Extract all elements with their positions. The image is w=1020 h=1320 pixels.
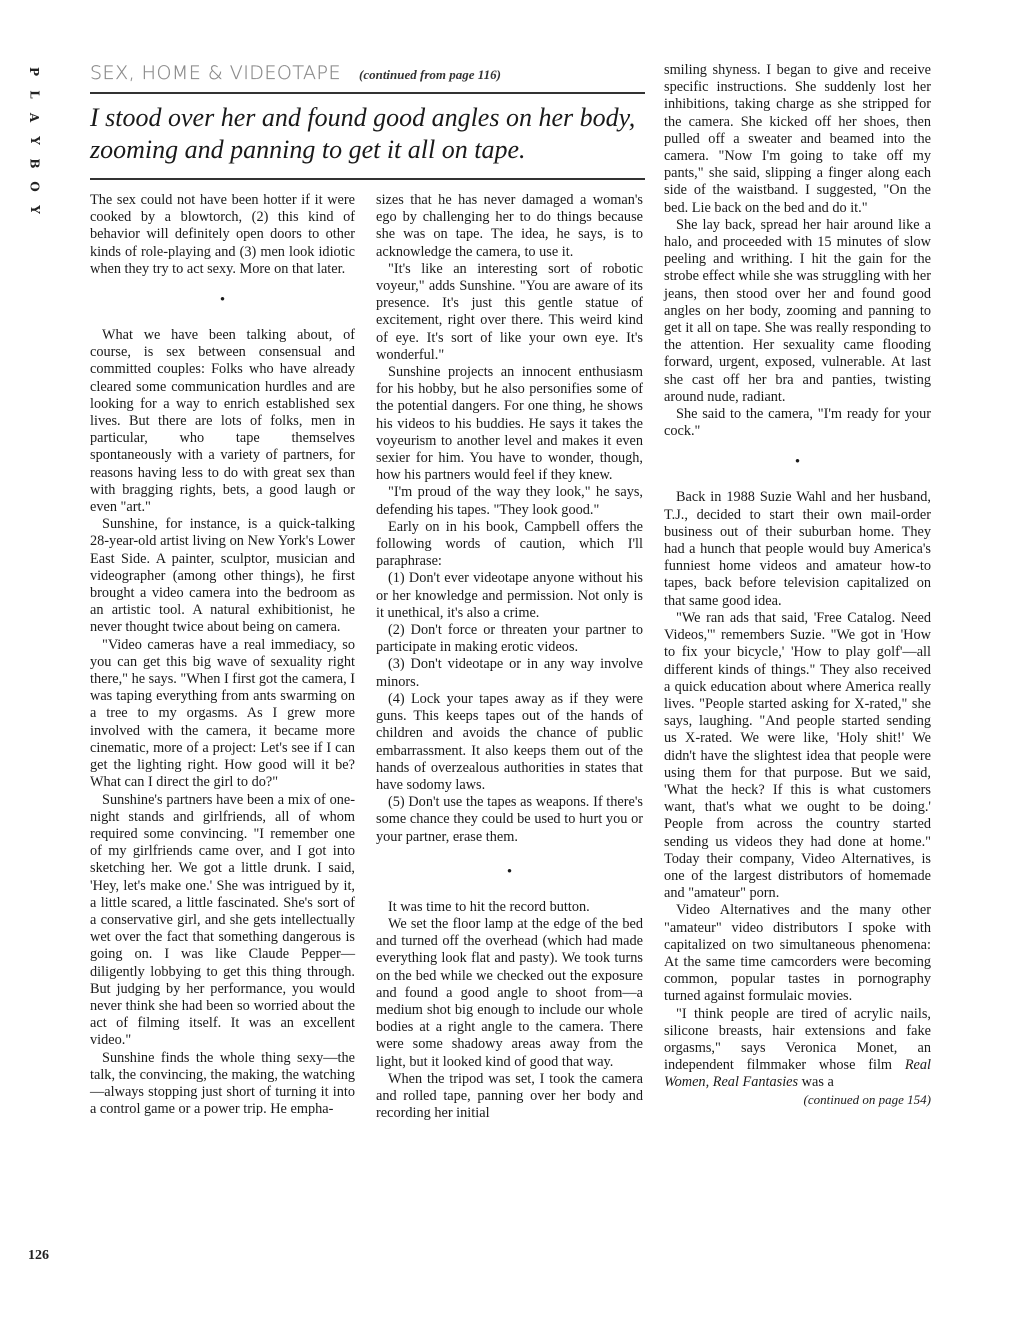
page-number: 126 bbox=[28, 1248, 49, 1263]
section-break-bullet: • bbox=[506, 863, 513, 880]
magazine-side-label bbox=[24, 60, 44, 221]
pull-quote-rule bbox=[90, 178, 645, 180]
paragraph: sizes that he has never damaged a woman's ego by challenging her to do things because she was on tape. The idea, he says, is to acknowledge the camera, to use it. bbox=[376, 192, 643, 260]
article-column-2 bbox=[376, 192, 643, 1122]
paragraph: Sunshine finds the whole thing sexy—the talk, the convincing, the making, the watching—always stopping just short of turning it into a control game or a power trip. He empha- bbox=[90, 1049, 355, 1118]
paragraph: Sunshine projects an innocent enthusiasm for his hobby, but he also personifies some of the potential dangers. For one thing, he shows his videos to his buddies. He says it takes the voyeurism to another level and makes it even sexier for him. You have to wonder, though, how his partners would feel if they knew. bbox=[376, 364, 643, 484]
paragraph: She said to the camera, "I'm ready for your cock." bbox=[664, 406, 931, 440]
side-letter: Y bbox=[27, 205, 42, 214]
paragraph-text: "I think people are tired of acrylic nails, silicone breasts, hair extensions and fake orgasms," says Veronica Monet, an independent filmmaker whose film bbox=[664, 1005, 931, 1074]
paragraph: (3) Don't videotape or in any way involve minors. bbox=[376, 656, 643, 690]
paragraph: We set the floor lamp at the edge of the bed and turned off the overhead (which had made everything look flat and pasty). We took turns on the bed while we checked out the exposure and found a good angle to shoot from—a medium shot big enough to include our whole bodies at a right angle to the camera. There were some shadowy areas away from the light, but it looked kind of good that way. bbox=[376, 915, 643, 1070]
paragraph: "I'm proud of the way they look," he says, defending his tapes. "They look good." bbox=[376, 484, 643, 518]
paragraph: "We ran ads that said, 'Free Catalog. Need Videos,'" remembers Suzie. "We got in 'How to fix your bicycle,' 'How to play golf'—all different kinds of things." They also received a quick education about where America really lives. "People started asking for X-rated," she says, laughing. "And people started sending us X-rated. We were like, 'Holy shit!' We didn't have the slightest idea that people were using them for that purpose. But we said, 'What the heck? If this is what customers want, that's what we ought to be doing.' People from across the country started sending us videos they had done at home." Today their company, Video Alternatives, is one of the largest distributors of homemade and "amateur" porn. bbox=[664, 609, 931, 902]
paragraph: She lay back, spread her hair around like a halo, and proceeded with 15 minutes of slow peeling and writhing. I hit the gain for the strobe effect while she was struggling with her jeans, then stood over her and found good angles on her body, zooming and panning to get it all on tape. She was really responding to the attention. Her sexuality came flooding forward, urgent, exposed, vulnerable. At last she cast off her bra and panties, twisting around nude, radiant. bbox=[664, 216, 931, 405]
continued-from-note: (continued from page 116) bbox=[358, 67, 501, 82]
paragraph-tail: was a bbox=[798, 1074, 834, 1091]
side-letter: B bbox=[27, 158, 42, 169]
paragraph-final bbox=[664, 1006, 931, 1092]
article-column-3 bbox=[664, 62, 931, 1108]
paragraph: Back in 1988 Suzie Wahl and her husband, T.J., decided to start their own mail-order business out of their suburban home. They had a hunch that people would buy America's funniest home videos and amateur how-to tapes, back before television capitalized on that same good idea. bbox=[664, 489, 931, 609]
paragraph: When the tripod was set, I took the camera and rolled tape, panning over her body and recording her initial bbox=[376, 1070, 643, 1122]
paragraph: (4) Lock your tapes away as if they were guns. This keeps tapes out of the hands of children and avoids the chance of public embarrassment. It also keeps them out of the hands of overzealous authorities in states that have sodomy laws. bbox=[376, 690, 643, 793]
pull-quote: I stood over her and found good angles on her body, zooming and panning to get it all on tape. bbox=[90, 103, 636, 164]
paragraph: (2) Don't force or threaten your partner to participate in making erotic videos. bbox=[376, 622, 643, 656]
side-letter: P bbox=[27, 66, 42, 77]
paragraph: (1) Don't ever videotape anyone without his or her knowledge and permission. Not only is it unethical, it's also a crime. bbox=[376, 570, 643, 621]
paragraph: (5) Don't use the tapes as weapons. If there's some chance they could be used to hurt you or your partner, erase them. bbox=[376, 794, 643, 845]
continued-on-note: (continued on page 154) bbox=[803, 1091, 931, 1107]
section-break-bullet: • bbox=[219, 292, 226, 309]
section-title: SEX, HOME & VIDEOTAPE bbox=[90, 62, 341, 84]
side-letter: L bbox=[27, 90, 42, 99]
article-header bbox=[90, 62, 645, 84]
paragraph: Sunshine, for instance, is a quick-talking 28-year-old artist living on New York's Lower East Side. A painter, sculptor, musician and videographer (among other things), he first brought a video camera into the bedroom as an artistic tool. A natural exhibitionist, he never thought twice about being on camera. bbox=[90, 516, 355, 636]
paragraph: It was time to hit the record button. bbox=[388, 898, 590, 915]
paragraph: The sex could not have been hotter if it were cooked by a blowtorch, (2) this kind of behavior will definitely open doors to other kinds of role-playing and (3) men look idiotic when they try to act sexy. More on that later. bbox=[90, 192, 355, 277]
article-column-1 bbox=[90, 192, 355, 1118]
paragraph: Video Alternatives and the many other "amateur" video distributors I spoke with capitalized on two simultaneous phenomena: At the same time camcorders were becoming common, popular tastes in pornography turned against formulaic movies. bbox=[664, 902, 931, 1005]
paragraph: What we have been talking about, of course, is sex between consensual and committed couples: Folks who have already cleared some communication hurdles and are looking for a way to enrich established sex lives. But there are lots of folks, men in particular, who tape themselves spontaneously with a variety of partners, for reasons having less to do with great sex than with bragging rights, bets, a good laugh or even "art." bbox=[90, 327, 355, 516]
side-letter: A bbox=[27, 112, 42, 123]
paragraph: Early on in his book, Campbell offers the following words of caution, which I'll paraphrase: bbox=[376, 518, 643, 570]
side-letter: O bbox=[27, 181, 42, 192]
section-break-bullet: • bbox=[794, 454, 801, 471]
paragraph: "Video cameras have a real immediacy, so you can get this big wave of sexuality right there," he says. "When I first got the camera, I was taping everything from ants swarming on a tree to my orgasms. As I grew more involved with the camera, it became more cinematic, more of a project: Let's see if I can get the lighting right. How good will it be? What can I direct the girl to do?" bbox=[90, 636, 355, 791]
paragraph: Sunshine's partners have been a mix of one-night stands and girlfriends, all of whom required some convincing. "I remember one of my girlfriends came over, and I got into sketching her. We got a little drunk. I said, 'Hey, let's make one.' She was intrigued by it, a little scared, a little fascinated. She's sort of a conservative girl, and she gets intellectually wet over the fact that something dangerous is going on. I was like Claude Pepper—diligently lobbying to get this thing through. But judging by her performance, you would never think she had been so worried about the act of filming itself. It was an excellent video." bbox=[90, 791, 355, 1049]
header-rule bbox=[90, 92, 645, 94]
side-letter: Y bbox=[27, 136, 42, 145]
film-title: Real Women, Real Fantasies bbox=[664, 1057, 932, 1091]
paragraph: smiling shyness. I began to give and receive specific instructions. She suddenly lost her inhibitions, taking charge as she stripped for the camera. She kicked off her shoes, then pulled off a sweater and beamed into the camera. "Now I'm going to take off my pants," she said, slipping a finger along each side of the waistband. I suggested, "On the bed. Lie back on the bed and do it." bbox=[664, 62, 931, 216]
paragraph: "It's like an interesting sort of robotic voyeur," adds Sunshine. "You are aware of its presence. It's just this gentle statue of excitement, right over there. This weird kind of eye. It's sort of like your own eye. It's wonderful." bbox=[376, 260, 643, 363]
